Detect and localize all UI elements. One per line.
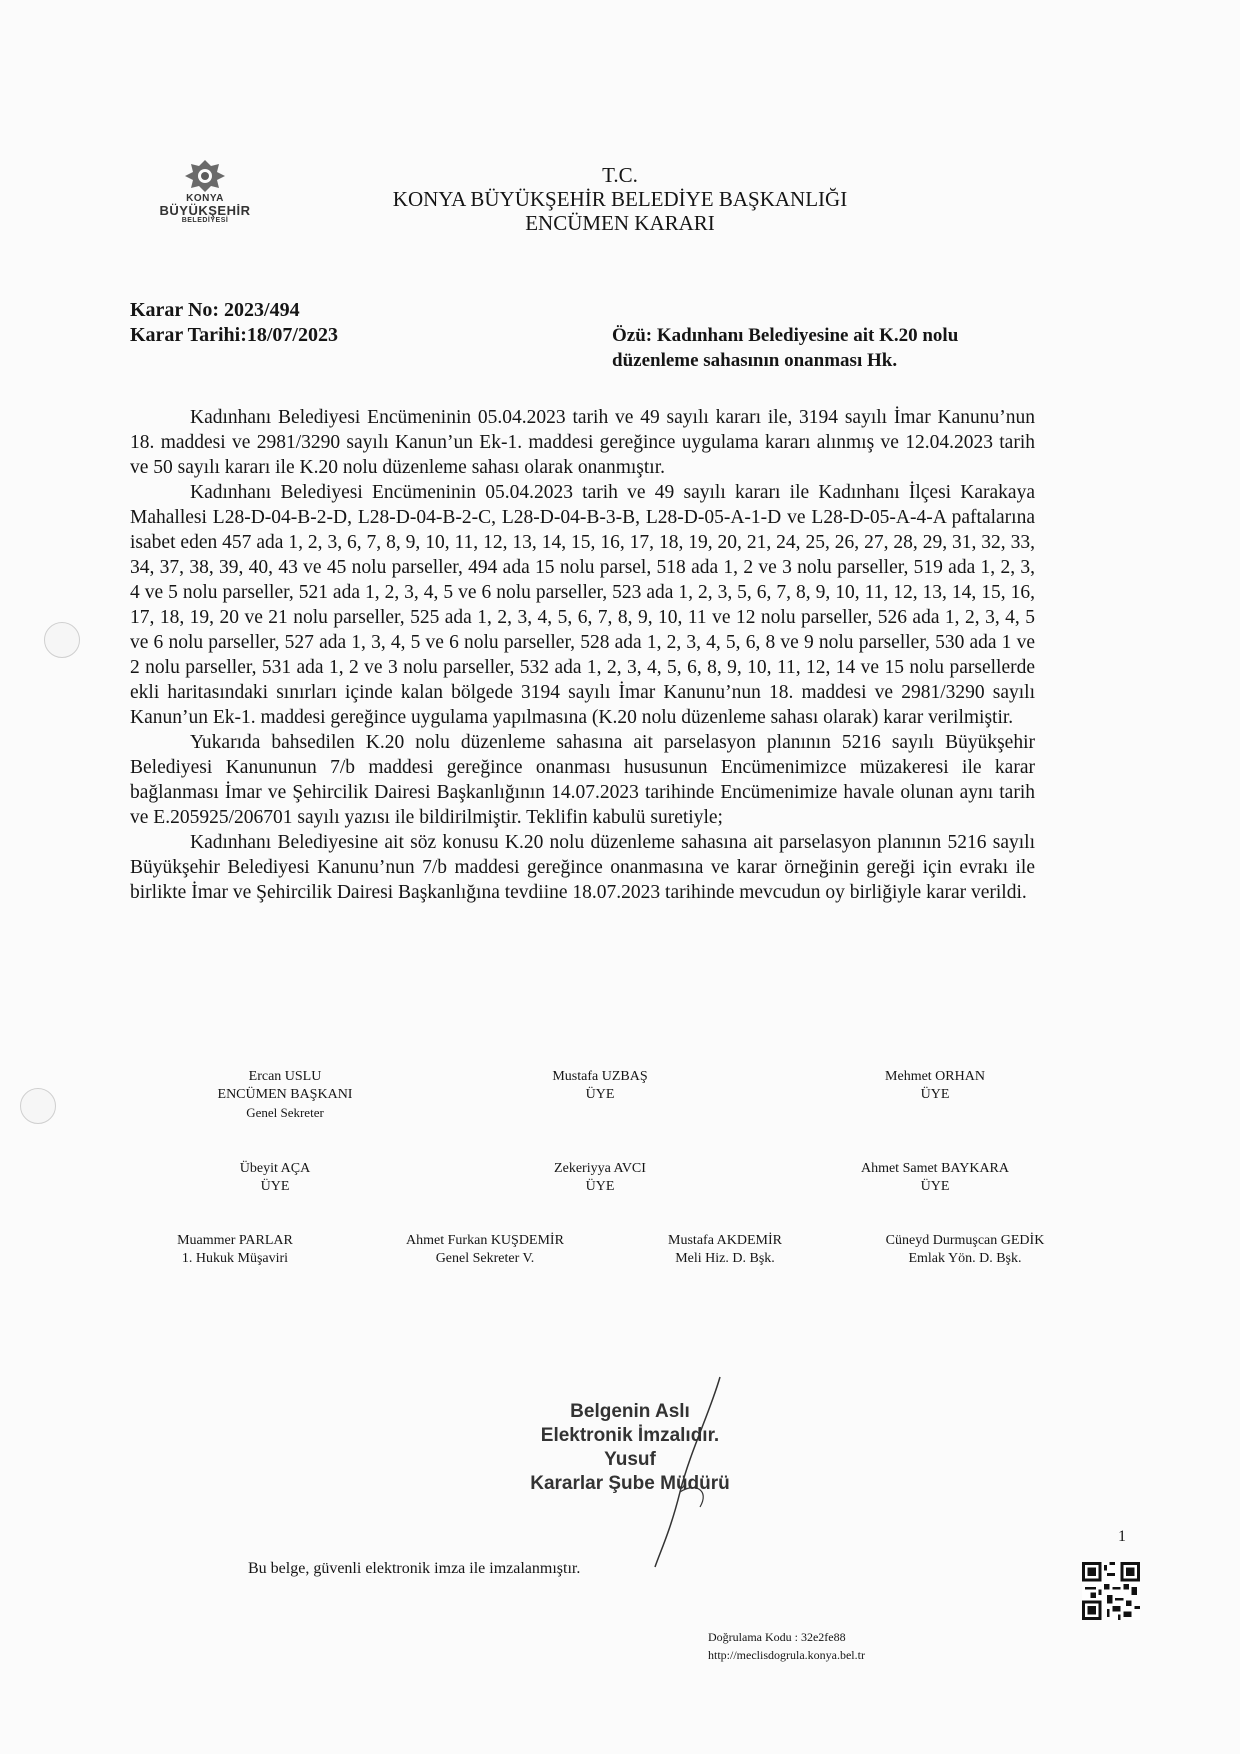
header-tc: T.C. bbox=[602, 163, 638, 187]
crest-icon bbox=[181, 158, 229, 194]
body-paragraph-3: Yukarıda bahsedilen K.20 nolu düzenleme sahasına ait parselasyon planının 5216 sayılı Büyükşehir Belediyesi Kanununun 7/b maddesi gereğince onanması hususunun Encümenimizce müzakeresi ile karar bağlanması İmar ve Şehircilik Dairesi Başkanlığının 14.07.2023 tarihinde Encümenimize havale olunan aynı tarih ve E.205925/206701 sayılı yazısı ile bildirilmiştir. Teklifin kabulü suretiyle; bbox=[130, 732, 1035, 828]
signatory-block bbox=[180, 1160, 370, 1196]
punch-hole bbox=[44, 622, 80, 658]
header-institution: KONYA BÜYÜKŞEHİR BELEDİYE BAŞKANLIĞI bbox=[392, 187, 848, 211]
signatory-name: Ahmet Samet BAYKARA bbox=[860, 1161, 1010, 1176]
signatory-title: ÜYE bbox=[585, 1087, 615, 1102]
page-number: 1 bbox=[1118, 1528, 1126, 1545]
signatory-block bbox=[190, 1068, 380, 1122]
signatory-name: Mehmet ORHAN bbox=[885, 1069, 985, 1084]
signatory-block bbox=[840, 1068, 1030, 1104]
stamp-line: Yusuf bbox=[604, 1449, 656, 1470]
signatory-title: Meli Hiz. D. Bşk. bbox=[675, 1251, 775, 1266]
e-signature-note: Bu belge, güvenli elektronik imza ile imzalanmıştır. bbox=[248, 1560, 581, 1577]
verification-url[interactable]: http://meclisdogrula.konya.bel.tr bbox=[708, 1648, 865, 1662]
signatory-title: Emlak Yön. D. Bşk. bbox=[908, 1251, 1022, 1266]
stamp-line: Kararlar Şube Müdürü bbox=[530, 1473, 730, 1494]
logo-text-line3: BELEDİYESİ bbox=[181, 217, 229, 224]
signatory-title: 1. Hukuk Müşaviri bbox=[181, 1251, 289, 1266]
body-paragraph-1: Kadınhanı Belediyesi Encümeninin 05.04.2023 tarih ve 49 sayılı kararı ile, 3194 sayılı İmar Kanunu’nun 18. maddesi ve 2981/3290 sayılı Kanun’un Ek-1. maddesi gereğince uygulama kararı alınmış ve 12.04.2023 tarih ve 50 sayılı kararı ile K.20 nolu düzenleme sahası olarak onanmıştır. bbox=[130, 407, 1035, 478]
signatory-name: Mustafa AKDEMİR bbox=[668, 1233, 782, 1248]
signatory-block bbox=[850, 1232, 1080, 1268]
qr-code-icon bbox=[1082, 1562, 1140, 1620]
signatory-title: Genel Sekreter V. bbox=[435, 1251, 535, 1266]
stamp-line: Belgenin Aslı bbox=[570, 1401, 690, 1422]
signatory-title: ENCÜMEN BAŞKANI bbox=[217, 1087, 353, 1102]
body-paragraph-2: Kadınhanı Belediyesi Encümeninin 05.04.2023 tarih ve 49 sayılı kararı ile Kadınhanı İlçesi Karakaya Mahallesi L28-D-04-B-2-D, L28-D-04-B-2-C, L28-D-04-B-3-B, L28-D-05-A-1-D ve L28-D-05-A-4-A paftalarına isabet eden 457 ada 1, 2, 3, 6, 7, 8, 9, 10, 11, 12, 13, 14, 15, 16, 17, 18, 19, 20, 21, 24, 25, 26, 27, 28, 29, 31, 32, 33, 34, 37, 38, 39, 40, 43 ve 45 nolu parseller, 494 ada 15 nolu parsel, 518 ada 1, 2 ve 3 nolu parseller, 519 ada 1, 2, 3, 4 ve 5 nolu parseller, 521 ada 1, 2, 3, 4, 5 ve 6 nolu parseller, 523 ada 1, 2, 3, 5, 6, 7, 8, 9, 10, 11, 12, 13, 14, 15, 16, 17, 18, 19, 20 ve 21 nolu parseller, 525 ada 1, 2, 3, 4, 5, 6, 7, 8, 9, 10, 11 ve 12 nolu parseller, 526 ada 1, 2, 3, 4, 5 ve 6 nolu parseller, 527 ada 1, 3, 4, 5 ve 6 nolu parseller, 528 ada 1, 2, 3, 4, 5, 6, 8 ve 9 nolu parseller, 530 ada 1 ve 2 nolu parseller, 531 ada 1, 2 ve 3 nolu parseller, 532 ada 1, 2, 3, 4, 5, 6, 8, 9, 10, 11, 12, 14 ve 15 nolu parsellerde ekli haritasındaki sınırları içinde kalan bölgede 3194 sayılı İmar Kanunu’nun 18. maddesi ve 2981/3290 sayılı Kanun’un Ek-1. maddesi gereğince uygulama yapılmasına (K.20 nolu düzenleme sahası olarak) karar verilmiştir. bbox=[130, 482, 1035, 728]
signatory-title: ÜYE bbox=[260, 1179, 290, 1194]
municipality-logo bbox=[150, 158, 260, 250]
verification-code: Doğrulama Kodu : 32e2fe88 bbox=[708, 1630, 846, 1644]
header-doc-type: ENCÜMEN KARARI bbox=[525, 211, 715, 235]
signatory-title: ÜYE bbox=[585, 1179, 615, 1194]
signatory-name: Mustafa UZBAŞ bbox=[552, 1069, 648, 1084]
signatory-block bbox=[510, 1068, 690, 1104]
decision-body bbox=[130, 405, 1035, 905]
decision-date: Karar Tarihi:18/07/2023 bbox=[130, 324, 338, 346]
signatory-block bbox=[370, 1232, 600, 1268]
signatory-name: Ercan USLU bbox=[248, 1069, 322, 1084]
signatory-name: Übeyit AÇA bbox=[239, 1161, 311, 1176]
signatory-name: Zekeriyya AVCI bbox=[554, 1161, 646, 1176]
signatory-block bbox=[500, 1160, 700, 1196]
signatory-name: Muammer PARLAR bbox=[177, 1233, 293, 1248]
signatory-block bbox=[630, 1232, 820, 1268]
punch-hole bbox=[20, 1088, 56, 1124]
signatory-title: ÜYE bbox=[920, 1087, 950, 1102]
stamp-line: Elektronik İmzalıdır. bbox=[540, 1425, 720, 1446]
decision-number: Karar No: 2023/494 bbox=[130, 299, 300, 321]
body-paragraph-4: Kadınhanı Belediyesine ait söz konusu K.20 nolu düzenleme sahasına ait parselasyon planının 5216 sayılı Büyükşehir Belediyesi Kanunu’nun 7/b maddesi gereğince onanmasına ve karar örneğinin gereği için evrakı ile birlikte İmar ve Şehircilik Dairesi Başkanlığına tevdiine 18.07.2023 tarihinde mevcudun oy birliğiyle karar verildi. bbox=[130, 832, 1035, 903]
subject: Özü: Kadınhanı Belediyesine ait K.20 nolu düzenleme sahasının onanması Hk. bbox=[612, 325, 959, 371]
signatory-name: Ahmet Furkan KUŞDEMİR bbox=[406, 1233, 564, 1248]
logo-text-line2: BÜYÜKŞEHİR bbox=[159, 203, 251, 218]
signatory-block bbox=[830, 1160, 1040, 1196]
logo-text-line1: KONYA bbox=[186, 193, 224, 204]
verification-block bbox=[708, 1628, 865, 1664]
signature-scribble-icon bbox=[650, 1372, 740, 1572]
signatory-title: ÜYE bbox=[920, 1179, 950, 1194]
signatory-name: Cüneyd Durmuşcan GEDİK bbox=[885, 1233, 1045, 1248]
signatory-subtitle: Genel Sekreter bbox=[246, 1105, 324, 1120]
signatory-block bbox=[140, 1232, 330, 1268]
